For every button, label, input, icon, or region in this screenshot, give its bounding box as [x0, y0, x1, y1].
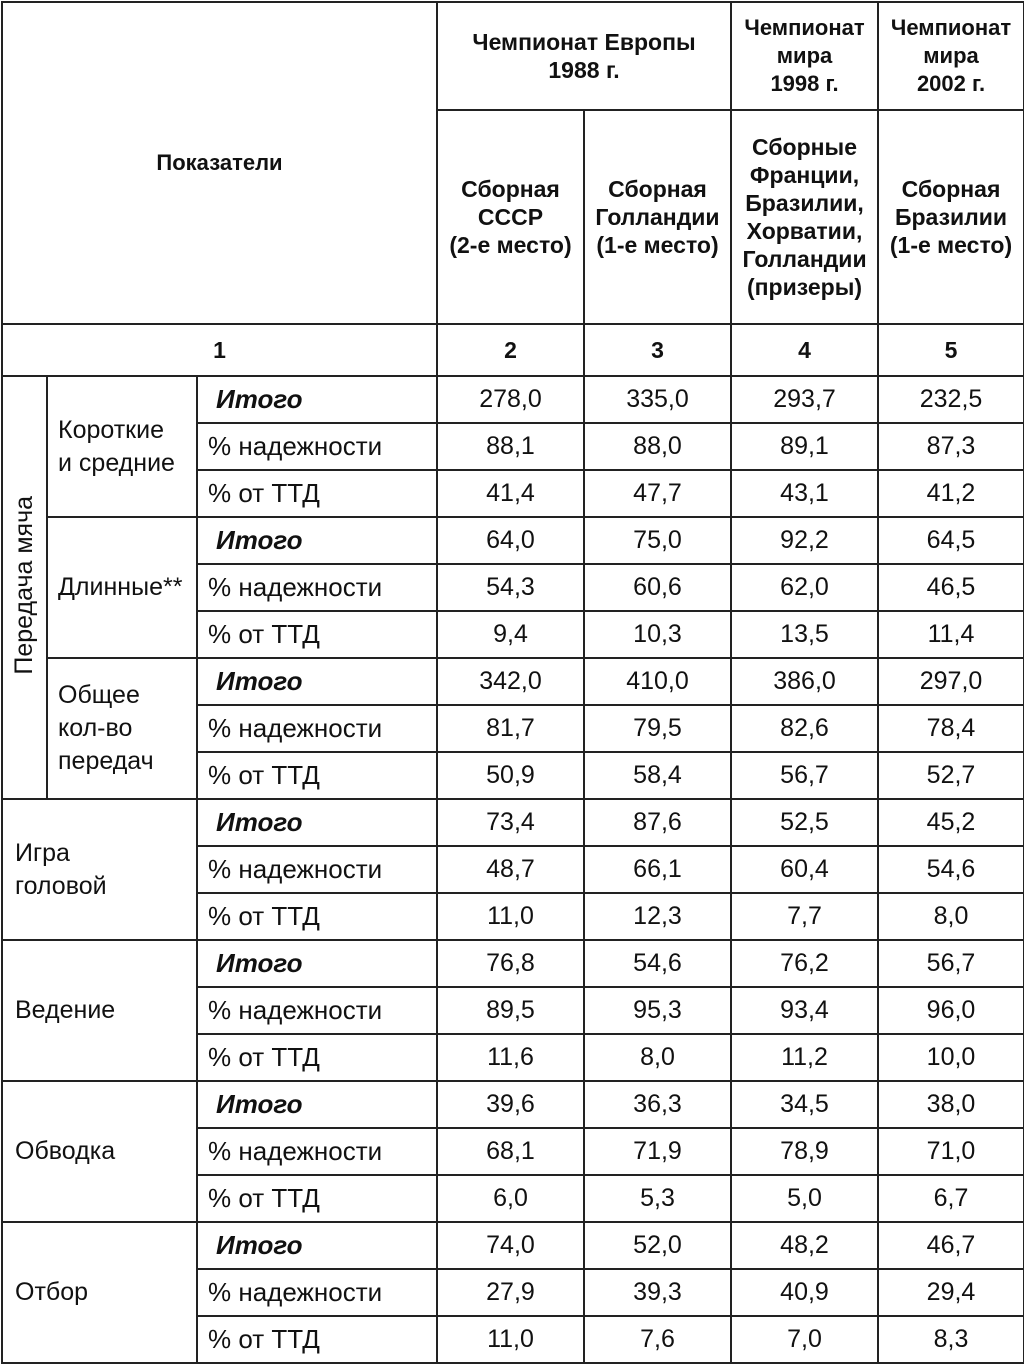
- header-team-brazil: Сборная Бразилии (1-е место): [878, 110, 1024, 324]
- value-cell: 8,0: [878, 893, 1024, 940]
- metric-ttd: % от ТТД: [197, 1316, 437, 1363]
- value-cell: 95,3: [584, 987, 731, 1034]
- value-cell: 39,3: [584, 1269, 731, 1316]
- value-cell: 96,0: [878, 987, 1024, 1034]
- metric-reliability: % надежности: [197, 846, 437, 893]
- value-cell: 56,7: [731, 752, 878, 799]
- value-cell: 78,9: [731, 1128, 878, 1175]
- value-cell: 386,0: [731, 658, 878, 705]
- header-indicators: Показатели: [2, 2, 437, 324]
- value-cell: 8,3: [878, 1316, 1024, 1363]
- header-euro-1988: Чемпионат Европы 1988 г.: [437, 2, 731, 110]
- group-label-ball-passing: [2, 376, 47, 799]
- column-number-2: 2: [437, 324, 584, 376]
- value-cell: 76,2: [731, 940, 878, 987]
- metric-ttd: % от ТТД: [197, 611, 437, 658]
- value-cell: 36,3: [584, 1081, 731, 1128]
- value-cell: 5,3: [584, 1175, 731, 1222]
- value-cell: 11,2: [731, 1034, 878, 1081]
- value-cell: 54,6: [878, 846, 1024, 893]
- value-cell: 79,5: [584, 705, 731, 752]
- table-row: [2, 658, 1024, 705]
- value-cell: 74,0: [437, 1222, 584, 1269]
- value-cell: 71,9: [584, 1128, 731, 1175]
- column-number-5: 5: [878, 324, 1024, 376]
- value-cell: 43,1: [731, 470, 878, 517]
- metric-total: Итого: [197, 1081, 437, 1128]
- value-cell: 54,6: [584, 940, 731, 987]
- metric-total: Итого: [197, 1222, 437, 1269]
- value-cell: 52,7: [878, 752, 1024, 799]
- table-row: [2, 940, 1024, 987]
- value-cell: 46,5: [878, 564, 1024, 611]
- header-wc-1998: Чемпионат мира 1998 г.: [731, 2, 878, 110]
- value-cell: 41,2: [878, 470, 1024, 517]
- value-cell: 11,6: [437, 1034, 584, 1081]
- value-cell: 40,9: [731, 1269, 878, 1316]
- value-cell: 45,2: [878, 799, 1024, 846]
- metric-ttd: % от ТТД: [197, 1034, 437, 1081]
- value-cell: 278,0: [437, 376, 584, 423]
- value-cell: 7,6: [584, 1316, 731, 1363]
- section-label: Общее кол-во передач: [47, 658, 197, 799]
- value-cell: 78,4: [878, 705, 1024, 752]
- metric-reliability: % надежности: [197, 1128, 437, 1175]
- section-label: Длинные**: [47, 517, 197, 658]
- value-cell: 89,1: [731, 423, 878, 470]
- value-cell: 58,4: [584, 752, 731, 799]
- value-cell: 68,1: [437, 1128, 584, 1175]
- value-cell: 8,0: [584, 1034, 731, 1081]
- value-cell: 87,6: [584, 799, 731, 846]
- header-team-ussr: Сборная СССР (2-е место): [437, 110, 584, 324]
- value-cell: 297,0: [878, 658, 1024, 705]
- value-cell: 75,0: [584, 517, 731, 564]
- value-cell: 48,2: [731, 1222, 878, 1269]
- column-number-1: 1: [2, 324, 437, 376]
- metric-total: Итого: [197, 376, 437, 423]
- value-cell: 71,0: [878, 1128, 1024, 1175]
- table-row: [2, 1081, 1024, 1128]
- value-cell: 335,0: [584, 376, 731, 423]
- table-row: [2, 1222, 1024, 1269]
- value-cell: 13,5: [731, 611, 878, 658]
- metric-reliability: % надежности: [197, 423, 437, 470]
- value-cell: 12,3: [584, 893, 731, 940]
- value-cell: 92,2: [731, 517, 878, 564]
- value-cell: 27,9: [437, 1269, 584, 1316]
- value-cell: 11,0: [437, 1316, 584, 1363]
- value-cell: 41,4: [437, 470, 584, 517]
- section-label: Короткие и средние: [47, 376, 197, 517]
- value-cell: 89,5: [437, 987, 584, 1034]
- metric-total: Итого: [197, 517, 437, 564]
- value-cell: 54,3: [437, 564, 584, 611]
- value-cell: 10,0: [878, 1034, 1024, 1081]
- value-cell: 11,4: [878, 611, 1024, 658]
- section-label: Обводка: [2, 1081, 197, 1222]
- value-cell: 81,7: [437, 705, 584, 752]
- value-cell: 76,8: [437, 940, 584, 987]
- group-label-text: Передача мяча: [10, 495, 38, 675]
- metric-total: Итого: [197, 940, 437, 987]
- value-cell: 7,0: [731, 1316, 878, 1363]
- table-row: [2, 376, 1024, 423]
- column-number-3: 3: [584, 324, 731, 376]
- metric-ttd: % от ТТД: [197, 893, 437, 940]
- metric-total: Итого: [197, 799, 437, 846]
- value-cell: 6,7: [878, 1175, 1024, 1222]
- value-cell: 66,1: [584, 846, 731, 893]
- value-cell: 52,5: [731, 799, 878, 846]
- value-cell: 82,6: [731, 705, 878, 752]
- value-cell: 48,7: [437, 846, 584, 893]
- value-cell: 11,0: [437, 893, 584, 940]
- value-cell: 47,7: [584, 470, 731, 517]
- table-row: [2, 799, 1024, 846]
- value-cell: 29,4: [878, 1269, 1024, 1316]
- value-cell: 64,0: [437, 517, 584, 564]
- metric-ttd: % от ТТД: [197, 470, 437, 517]
- value-cell: 46,7: [878, 1222, 1024, 1269]
- value-cell: 342,0: [437, 658, 584, 705]
- value-cell: 7,7: [731, 893, 878, 940]
- value-cell: 50,9: [437, 752, 584, 799]
- value-cell: 87,3: [878, 423, 1024, 470]
- value-cell: 60,6: [584, 564, 731, 611]
- value-cell: 60,4: [731, 846, 878, 893]
- value-cell: 10,3: [584, 611, 731, 658]
- metric-reliability: % надежности: [197, 1269, 437, 1316]
- table-body: [2, 376, 1024, 1363]
- table-row: [2, 517, 1024, 564]
- value-cell: 56,7: [878, 940, 1024, 987]
- value-cell: 6,0: [437, 1175, 584, 1222]
- metric-reliability: % надежности: [197, 987, 437, 1034]
- section-label: Отбор: [2, 1222, 197, 1363]
- statistics-table: [1, 1, 1024, 1364]
- header-team-holland: Сборная Голландии (1-е место): [584, 110, 731, 324]
- metric-ttd: % от ТТД: [197, 752, 437, 799]
- column-number-4: 4: [731, 324, 878, 376]
- value-cell: 52,0: [584, 1222, 731, 1269]
- metric-reliability: % надежности: [197, 705, 437, 752]
- value-cell: 5,0: [731, 1175, 878, 1222]
- value-cell: 93,4: [731, 987, 878, 1034]
- value-cell: 9,4: [437, 611, 584, 658]
- value-cell: 293,7: [731, 376, 878, 423]
- header-teams-medalists: Сборные Франции, Бразилии, Хорватии, Голландии (призеры): [731, 110, 878, 324]
- value-cell: 39,6: [437, 1081, 584, 1128]
- value-cell: 232,5: [878, 376, 1024, 423]
- value-cell: 88,0: [584, 423, 731, 470]
- value-cell: 73,4: [437, 799, 584, 846]
- header-wc-2002: Чемпионат мира 2002 г.: [878, 2, 1024, 110]
- metric-ttd: % от ТТД: [197, 1175, 437, 1222]
- section-label: Игра головой: [2, 799, 197, 940]
- metric-reliability: % надежности: [197, 564, 437, 611]
- value-cell: 410,0: [584, 658, 731, 705]
- metric-total: Итого: [197, 658, 437, 705]
- value-cell: 64,5: [878, 517, 1024, 564]
- value-cell: 62,0: [731, 564, 878, 611]
- value-cell: 38,0: [878, 1081, 1024, 1128]
- value-cell: 88,1: [437, 423, 584, 470]
- section-label: Ведение: [2, 940, 197, 1081]
- value-cell: 34,5: [731, 1081, 878, 1128]
